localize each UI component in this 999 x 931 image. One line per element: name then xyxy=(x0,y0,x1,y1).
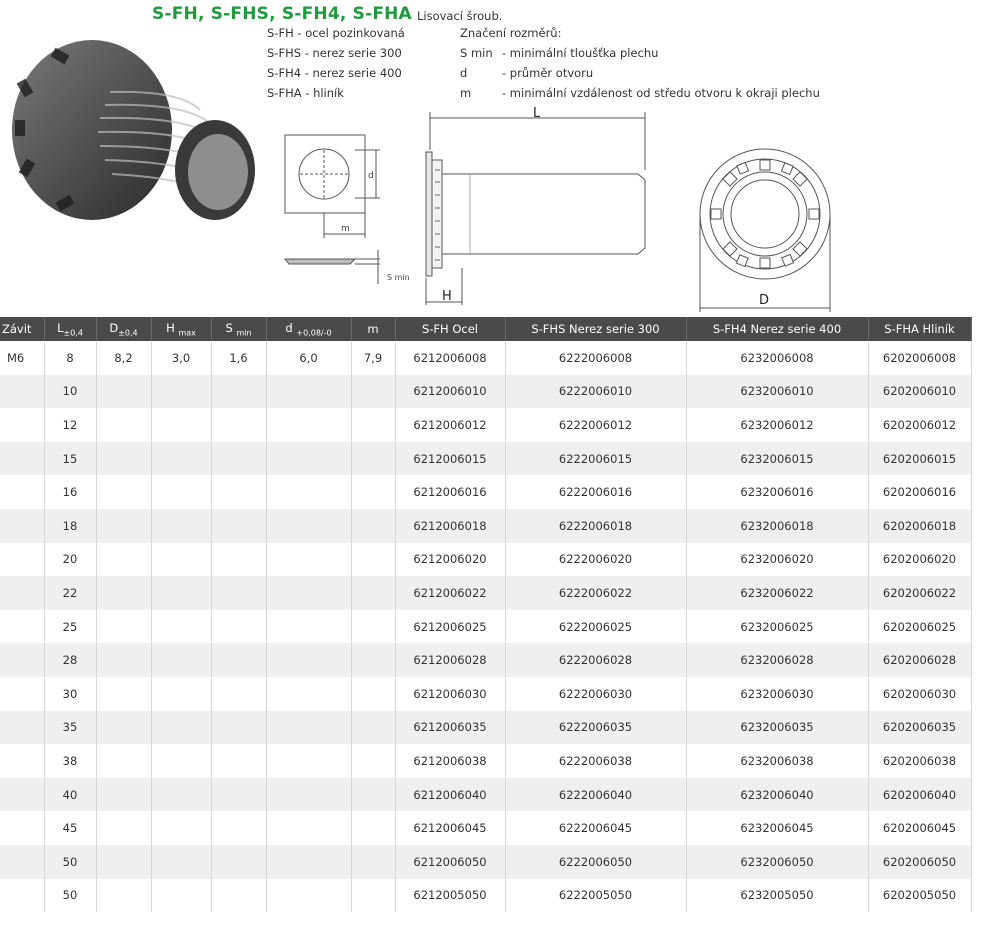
table-cell: 6222006025 xyxy=(505,610,686,644)
table-cell: 35 xyxy=(44,711,96,745)
table-cell: 6232006018 xyxy=(686,509,868,543)
table-cell xyxy=(96,375,151,409)
table-cell xyxy=(96,811,151,845)
table-cell: 6202006040 xyxy=(868,778,971,812)
table-row xyxy=(0,341,971,375)
table-cell: 6222006030 xyxy=(505,677,686,711)
table-cell: 1,6 xyxy=(211,341,266,375)
table-cell xyxy=(96,543,151,577)
dimensions-heading: Značení rozměrů: xyxy=(460,26,562,40)
table-cell xyxy=(266,711,351,745)
table-row xyxy=(0,643,971,677)
table-cell: 6232006016 xyxy=(686,475,868,509)
table-cell xyxy=(211,442,266,476)
screw-front-view xyxy=(700,149,830,312)
table-cell xyxy=(351,744,395,778)
table-cell: 6212006050 xyxy=(395,845,505,879)
table-cell: 6222006050 xyxy=(505,845,686,879)
table-cell xyxy=(266,442,351,476)
table-cell xyxy=(151,845,211,879)
material-item: S-FH - ocel pozinkovaná xyxy=(267,26,405,40)
dim-D-label: D xyxy=(759,293,770,308)
material-item: S-FHA - hliník xyxy=(267,86,344,100)
dim-d-label: d xyxy=(368,171,374,181)
table-cell xyxy=(0,811,44,845)
table-cell xyxy=(0,879,44,913)
table-cell: 18 xyxy=(44,509,96,543)
table-cell xyxy=(211,845,266,879)
table-cell xyxy=(96,677,151,711)
table-cell: 6232006025 xyxy=(686,610,868,644)
table-cell xyxy=(151,744,211,778)
col-header-L: $L_{\pm 0,4}$ xyxy=(44,317,96,341)
table-cell: 6212005050 xyxy=(395,879,505,913)
table-cell: 45 xyxy=(44,811,96,845)
table-cell xyxy=(211,744,266,778)
table-cell xyxy=(151,643,211,677)
page-subtitle: Lisovací šroub. xyxy=(417,9,503,23)
table-cell: 8,2 xyxy=(96,341,151,375)
table-cell: 6232006035 xyxy=(686,711,868,745)
table-row xyxy=(0,442,971,476)
table-cell xyxy=(266,744,351,778)
table-cell: 6212006022 xyxy=(395,576,505,610)
col-header-sfh: S-FH Ocel xyxy=(395,317,505,341)
table-cell: 6222006015 xyxy=(505,442,686,476)
table-row xyxy=(0,711,971,745)
table-cell xyxy=(96,643,151,677)
table-cell xyxy=(351,475,395,509)
table-cell xyxy=(266,778,351,812)
table-cell xyxy=(351,610,395,644)
table-cell xyxy=(0,543,44,577)
table-cell: 6202006020 xyxy=(868,543,971,577)
table-cell xyxy=(211,610,266,644)
table-cell: M6 xyxy=(0,341,44,375)
table-cell: 6212006040 xyxy=(395,778,505,812)
table-cell: 6232006038 xyxy=(686,744,868,778)
table-cell: 12 xyxy=(44,408,96,442)
table-row xyxy=(0,744,971,778)
table-row xyxy=(0,509,971,543)
dimension-item: m - minimální vzdálenost od středu otvoru k okraji plechu xyxy=(460,86,820,100)
table-cell xyxy=(151,375,211,409)
table-cell xyxy=(96,509,151,543)
table-cell xyxy=(351,408,395,442)
table-cell: 38 xyxy=(44,744,96,778)
table-cell xyxy=(151,475,211,509)
table-cell xyxy=(0,778,44,812)
table-cell: 6222006022 xyxy=(505,576,686,610)
table-cell xyxy=(151,543,211,577)
table-cell xyxy=(96,879,151,913)
table-cell xyxy=(0,744,44,778)
table-cell: 8 xyxy=(44,341,96,375)
table-cell: 6222006035 xyxy=(505,711,686,745)
table-cell: 50 xyxy=(44,845,96,879)
table-cell xyxy=(0,610,44,644)
table-cell: 6202006016 xyxy=(868,475,971,509)
table-cell xyxy=(0,845,44,879)
table-cell: 6222006040 xyxy=(505,778,686,812)
dimension-item: S min - minimální tloušťka plechu xyxy=(460,46,659,60)
table-cell xyxy=(266,610,351,644)
col-header-D: $D_{\pm 0,4}$ xyxy=(96,317,151,341)
table-cell: 20 xyxy=(44,543,96,577)
table-cell: 6232006022 xyxy=(686,576,868,610)
table-cell: 7,9 xyxy=(351,341,395,375)
table-cell: 6202006030 xyxy=(868,677,971,711)
table-cell: 6202006045 xyxy=(868,811,971,845)
table-cell: 6202006012 xyxy=(868,408,971,442)
table-cell xyxy=(266,811,351,845)
table-cell xyxy=(211,778,266,812)
parts-table xyxy=(0,317,972,912)
table-cell xyxy=(351,509,395,543)
table-cell xyxy=(211,811,266,845)
table-cell: 6222006045 xyxy=(505,811,686,845)
table-row xyxy=(0,845,971,879)
table-cell: 6202006008 xyxy=(868,341,971,375)
table-cell: 6232006045 xyxy=(686,811,868,845)
table-cell xyxy=(211,543,266,577)
col-header-sfh4: S-FH4 Nerez serie 400 xyxy=(686,317,868,341)
table-cell xyxy=(351,375,395,409)
table-cell: 6202006025 xyxy=(868,610,971,644)
material-item: S-FHS - nerez serie 300 xyxy=(267,46,402,60)
table-cell: 6232006015 xyxy=(686,442,868,476)
table-row xyxy=(0,610,971,644)
table-cell: 6232006010 xyxy=(686,375,868,409)
table-cell: 6232006020 xyxy=(686,543,868,577)
table-cell xyxy=(351,543,395,577)
table-cell: 6222006028 xyxy=(505,643,686,677)
sheet-top-view xyxy=(285,135,380,238)
table-cell xyxy=(211,879,266,913)
table-cell xyxy=(266,576,351,610)
table-cell xyxy=(151,677,211,711)
table-cell xyxy=(96,475,151,509)
table-cell: 6232005050 xyxy=(686,879,868,913)
table-cell xyxy=(211,475,266,509)
table-cell: 6212006045 xyxy=(395,811,505,845)
table-cell: 3,0 xyxy=(151,341,211,375)
table-row xyxy=(0,408,971,442)
table-cell: 6212006015 xyxy=(395,442,505,476)
dim-m-label: m xyxy=(341,224,350,234)
table-cell: 6232006030 xyxy=(686,677,868,711)
table-cell xyxy=(351,576,395,610)
col-header-sfhs: S-FHS Nerez serie 300 xyxy=(505,317,686,341)
table-cell xyxy=(96,778,151,812)
table-cell: 6212006008 xyxy=(395,341,505,375)
table-cell: 6212006030 xyxy=(395,677,505,711)
table-cell: 6222006008 xyxy=(505,341,686,375)
table-cell xyxy=(0,509,44,543)
table-cell: 6202006050 xyxy=(868,845,971,879)
technical-drawing xyxy=(0,0,999,317)
table-cell xyxy=(266,677,351,711)
table-cell xyxy=(351,711,395,745)
table-cell: 6212006038 xyxy=(395,744,505,778)
table-cell xyxy=(351,845,395,879)
col-header-H: H $_{max}$ xyxy=(151,317,211,341)
table-cell: 6222005050 xyxy=(505,879,686,913)
dim-smin-label: S min xyxy=(387,273,410,282)
table-cell xyxy=(211,375,266,409)
table-cell xyxy=(96,845,151,879)
table-cell: 6232006012 xyxy=(686,408,868,442)
dim-L-label: L xyxy=(533,106,541,121)
table-cell xyxy=(211,643,266,677)
material-item: S-FH4 - nerez serie 400 xyxy=(267,66,402,80)
table-cell: 30 xyxy=(44,677,96,711)
table-cell xyxy=(211,576,266,610)
table-cell: 6232006040 xyxy=(686,778,868,812)
table-cell: 6212006025 xyxy=(395,610,505,644)
table-cell: 6212006035 xyxy=(395,711,505,745)
table-cell xyxy=(211,509,266,543)
table-cell xyxy=(266,475,351,509)
table-cell xyxy=(151,576,211,610)
table-cell xyxy=(151,879,211,913)
table-row xyxy=(0,475,971,509)
table-cell xyxy=(96,610,151,644)
table-cell: 6,0 xyxy=(266,341,351,375)
table-cell xyxy=(266,509,351,543)
dim-H-label: H xyxy=(442,289,452,304)
table-cell xyxy=(0,475,44,509)
table-body xyxy=(0,341,971,912)
table-cell: 6202006028 xyxy=(868,643,971,677)
table-cell xyxy=(211,711,266,745)
table-cell xyxy=(151,610,211,644)
page-title: S-FH, S-FHS, S-FH4, S-FHA xyxy=(152,4,412,24)
table-header-row xyxy=(0,317,971,341)
table-cell: 6212006016 xyxy=(395,475,505,509)
table-cell: 6222006012 xyxy=(505,408,686,442)
table-cell xyxy=(0,643,44,677)
table-cell xyxy=(96,711,151,745)
table-cell xyxy=(0,408,44,442)
dimension-item: d - průměr otvoru xyxy=(460,66,594,80)
col-header-m: m xyxy=(351,317,395,341)
table-cell: 10 xyxy=(44,375,96,409)
table-cell xyxy=(211,677,266,711)
table-cell xyxy=(151,778,211,812)
table-row xyxy=(0,677,971,711)
table-row xyxy=(0,879,971,913)
table-cell xyxy=(351,778,395,812)
table-cell xyxy=(151,442,211,476)
table-cell xyxy=(96,442,151,476)
table-cell: 6202005050 xyxy=(868,879,971,913)
sheet-side-view xyxy=(285,250,380,284)
screw-side-view xyxy=(426,112,645,305)
table-cell xyxy=(266,879,351,913)
table-row xyxy=(0,543,971,577)
table-cell: 6202006010 xyxy=(868,375,971,409)
table-cell: 6222006038 xyxy=(505,744,686,778)
table-cell: 6232006028 xyxy=(686,643,868,677)
table-cell: 22 xyxy=(44,576,96,610)
table-cell xyxy=(0,442,44,476)
screw-render-image xyxy=(12,40,255,220)
table-cell: 6202006015 xyxy=(868,442,971,476)
table-cell xyxy=(151,711,211,745)
table-cell xyxy=(351,442,395,476)
col-header-S: S $_{min}$ xyxy=(211,317,266,341)
table-cell xyxy=(0,576,44,610)
table-cell xyxy=(0,711,44,745)
table-cell: 6232006050 xyxy=(686,845,868,879)
table-cell xyxy=(266,543,351,577)
table-cell: 6212006012 xyxy=(395,408,505,442)
table-cell: 6212006010 xyxy=(395,375,505,409)
table-cell xyxy=(211,408,266,442)
table-cell xyxy=(96,576,151,610)
table-cell: 6222006020 xyxy=(505,543,686,577)
table-cell xyxy=(151,509,211,543)
table-cell xyxy=(96,408,151,442)
table-cell: 6222006016 xyxy=(505,475,686,509)
table-cell: 6222006010 xyxy=(505,375,686,409)
table-cell xyxy=(0,375,44,409)
table-cell xyxy=(96,744,151,778)
table-cell: 6212006018 xyxy=(395,509,505,543)
table-cell: 6202006038 xyxy=(868,744,971,778)
table-cell xyxy=(351,879,395,913)
table-cell: 6212006020 xyxy=(395,543,505,577)
table-cell xyxy=(266,375,351,409)
table-cell: 6202006035 xyxy=(868,711,971,745)
table-row xyxy=(0,778,971,812)
table-row xyxy=(0,811,971,845)
table-cell: 15 xyxy=(44,442,96,476)
table-cell: 6212006028 xyxy=(395,643,505,677)
table-row xyxy=(0,375,971,409)
col-header-thread: Závit xyxy=(0,317,44,341)
table-cell: 16 xyxy=(44,475,96,509)
table-cell xyxy=(266,845,351,879)
col-header-d: d $_{+0,08/-0}$ xyxy=(266,317,351,341)
table-cell xyxy=(266,643,351,677)
table-cell xyxy=(266,408,351,442)
table-cell xyxy=(351,811,395,845)
table-cell xyxy=(351,677,395,711)
table-cell: 28 xyxy=(44,643,96,677)
table-cell: 6232006008 xyxy=(686,341,868,375)
table-cell: 6202006022 xyxy=(868,576,971,610)
table-cell: 25 xyxy=(44,610,96,644)
table-cell: 50 xyxy=(44,879,96,913)
table-cell: 6222006018 xyxy=(505,509,686,543)
col-header-sfha: S-FHA Hliník xyxy=(868,317,971,341)
table-cell: 40 xyxy=(44,778,96,812)
table-cell xyxy=(351,643,395,677)
table-cell xyxy=(151,408,211,442)
table-row xyxy=(0,576,971,610)
table-cell xyxy=(151,811,211,845)
table-cell: 6202006018 xyxy=(868,509,971,543)
table-cell xyxy=(0,677,44,711)
